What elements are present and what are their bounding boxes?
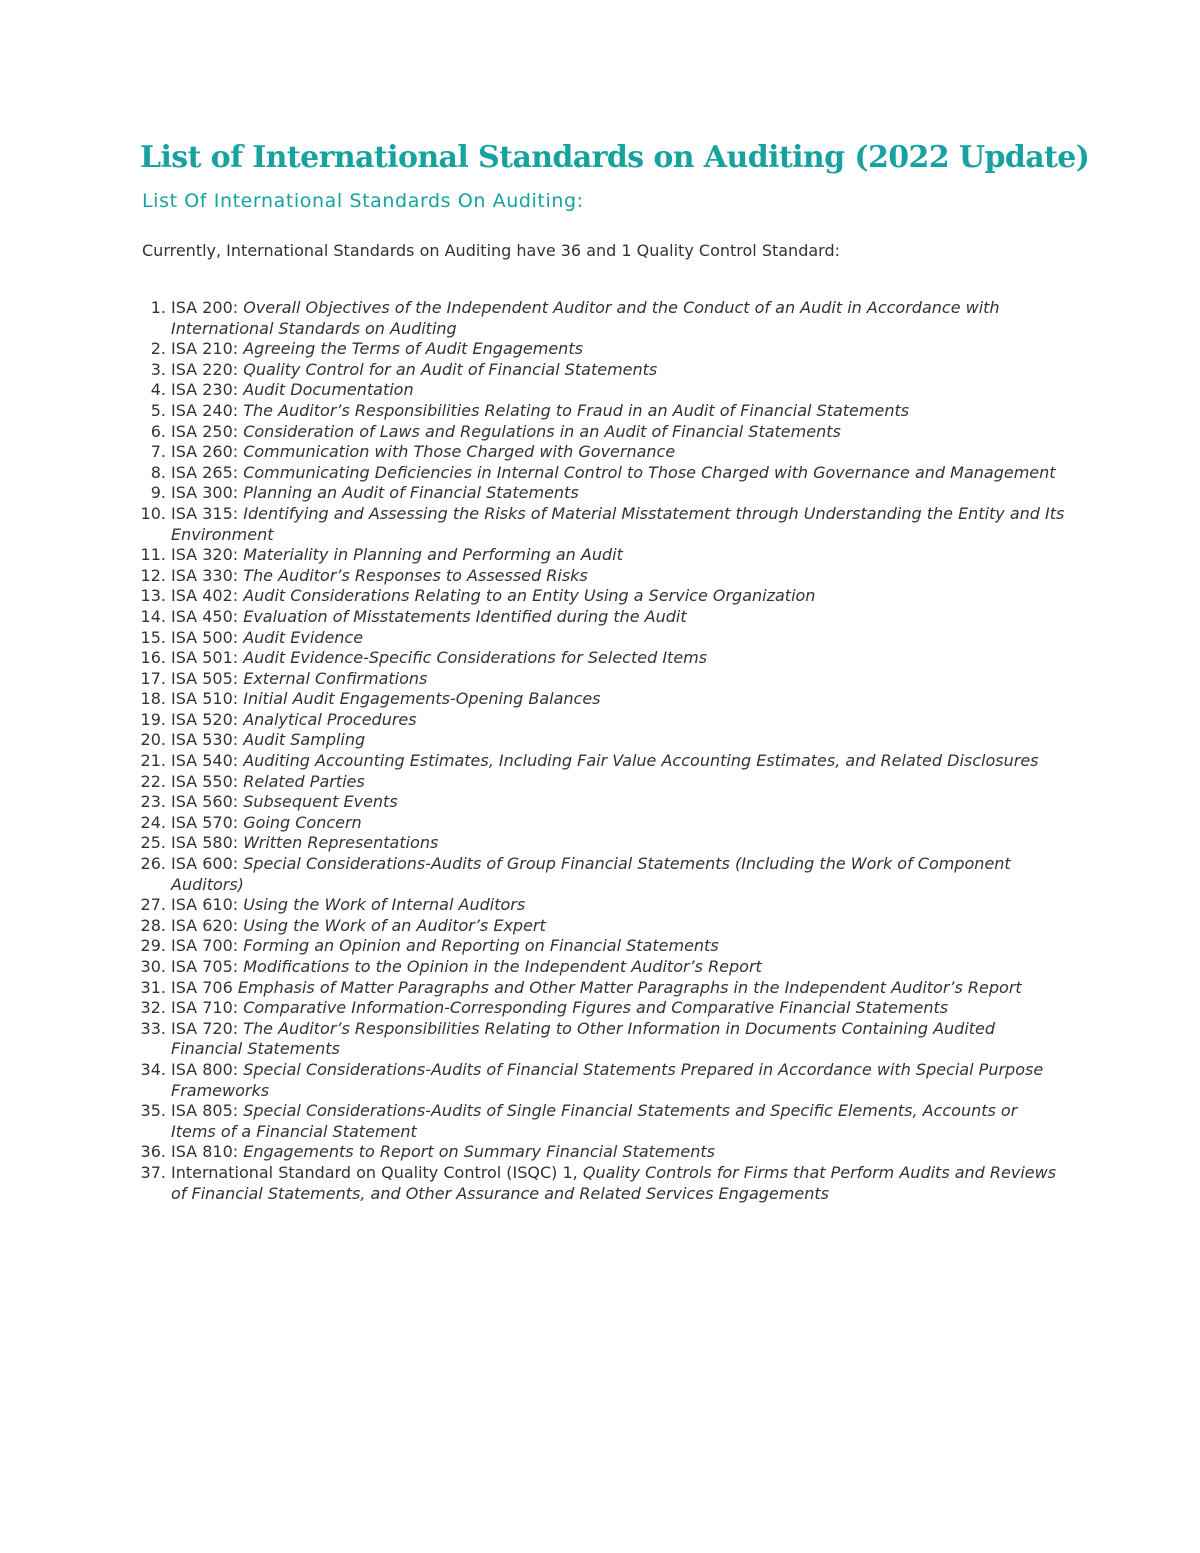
list-item-number: 6.	[150, 421, 166, 441]
standards-list	[130, 298, 1065, 1204]
list-item	[130, 957, 1065, 978]
list-item-number: 32.	[140, 998, 166, 1018]
standard-code: ISA 330:	[171, 565, 244, 585]
standard-title: Quality Control for an Audit of Financial Statements	[243, 359, 658, 379]
standard-code: International Standard on Quality Control (ISQC) 1,	[171, 1162, 583, 1182]
list-item-number: 11.	[140, 545, 166, 565]
list-item	[130, 772, 1065, 793]
standard-title: External Confirmations	[243, 668, 428, 688]
standard-title: Going Concern	[243, 812, 362, 832]
standard-code: ISA 450:	[171, 606, 244, 626]
list-item	[130, 628, 1065, 649]
standard-code: ISA 700:	[171, 936, 244, 956]
list-item-number: 10.	[140, 503, 166, 523]
standard-code: ISA 550:	[171, 771, 244, 791]
standard-title: The Auditor’s Responsibilities Relating to Fraud in an Audit of Financial Statements	[243, 400, 910, 420]
standard-code: ISA 500:	[171, 627, 244, 647]
standard-code: ISA 710:	[171, 998, 244, 1018]
list-item	[130, 730, 1065, 751]
list-item	[130, 751, 1065, 772]
standard-code: ISA 250:	[171, 421, 244, 441]
standard-title: Forming an Opinion and Reporting on Financial Statements	[243, 936, 719, 956]
standard-title: Overall Objectives of the Independent Auditor and the Conduct of an Audit in Accordance with International Standards on Auditing	[171, 298, 1000, 338]
list-item	[130, 669, 1065, 690]
list-item	[130, 360, 1065, 381]
standard-title: Modifications to the Opinion in the Independent Auditor’s Report	[243, 957, 762, 976]
list-item-number: 22.	[140, 771, 166, 791]
list-item	[130, 545, 1065, 566]
list-item-number: 2.	[150, 339, 166, 359]
standard-title: Audit Considerations Relating to an Entity Using a Service Organization	[243, 586, 816, 606]
list-item	[130, 442, 1065, 463]
standard-title: Agreeing the Terms of Audit Engagements	[243, 339, 583, 359]
list-item-number: 19.	[140, 709, 166, 729]
standard-title: Planning an Audit of Financial Statements	[243, 483, 579, 503]
standard-code: ISA 720:	[171, 1018, 244, 1038]
standard-code: ISA 560:	[171, 792, 244, 812]
standard-code: ISA 510:	[171, 689, 244, 709]
list-item	[130, 339, 1065, 360]
standard-title: Identifying and Assessing the Risks of Material Misstatement through Understanding the Entity and Its Environment	[171, 503, 1065, 544]
list-item	[130, 483, 1065, 504]
list-item	[130, 586, 1065, 607]
list-item	[130, 710, 1065, 731]
standard-code: ISA 706	[171, 977, 238, 997]
list-item	[130, 978, 1065, 999]
standard-title: Materiality in Planning and Performing an Audit	[243, 545, 623, 565]
list-item	[130, 998, 1065, 1019]
list-item	[130, 792, 1065, 813]
list-item	[130, 936, 1065, 957]
standard-code: ISA 540:	[171, 751, 244, 771]
list-item	[130, 1142, 1065, 1163]
list-item	[130, 422, 1065, 443]
list-item-number: 29.	[140, 936, 166, 956]
standard-title: Audit Evidence	[243, 627, 364, 647]
list-item-number: 1.	[150, 298, 166, 317]
list-item	[130, 1019, 1065, 1060]
list-item-number: 17.	[140, 668, 166, 688]
standard-code: ISA 265:	[171, 462, 244, 482]
list-item	[130, 1163, 1065, 1204]
standard-code: ISA 300:	[171, 483, 244, 503]
list-item-number: 15.	[140, 627, 166, 647]
list-item-number: 31.	[140, 977, 166, 997]
standard-title: Written Representations	[243, 833, 439, 853]
list-item-number: 14.	[140, 606, 166, 626]
list-item-number: 35.	[140, 1101, 166, 1121]
standard-code: ISA 315:	[171, 503, 244, 523]
standard-code: ISA 402:	[171, 586, 244, 606]
standard-title: Subsequent Events	[243, 792, 398, 812]
standard-code: ISA 600:	[171, 854, 244, 874]
standard-code: ISA 320:	[171, 545, 244, 565]
standard-code: ISA 200:	[171, 298, 244, 317]
list-item-number: 3.	[150, 359, 166, 379]
standard-title: Audit Sampling	[243, 730, 366, 750]
standard-title: Communication with Those Charged with Governance	[243, 442, 676, 462]
list-item-number: 13.	[140, 586, 166, 606]
standard-code: ISA 210:	[171, 339, 244, 359]
list-item	[130, 833, 1065, 854]
list-item	[130, 463, 1065, 484]
document-title: List of International Standards on Auditing (2022 Update)	[140, 140, 1090, 175]
list-item	[130, 689, 1065, 710]
list-item-number: 9.	[150, 483, 166, 503]
standard-title: Quality Controls for Firms that Perform Audits and Reviews of Financial Statements, and Other Assurance and Related Services Engagements	[171, 1162, 1057, 1203]
standard-title: Consideration of Laws and Regulations in an Audit of Financial Statements	[243, 421, 841, 441]
list-item	[130, 1060, 1065, 1101]
list-item-number: 28.	[140, 915, 166, 935]
list-item-number: 18.	[140, 689, 166, 709]
standard-code: ISA 610:	[171, 895, 244, 915]
standard-code: ISA 230:	[171, 380, 244, 400]
list-item	[130, 607, 1065, 628]
list-item-number: 20.	[140, 730, 166, 750]
standard-code: ISA 570:	[171, 812, 244, 832]
standard-title: Special Considerations-Audits of Group Financial Statements (Including the Work of Component Auditors)	[171, 854, 1011, 894]
standard-code: ISA 530:	[171, 730, 244, 750]
intro-paragraph: Currently, International Standards on Auditing have 36 and 1 Quality Control Standard:	[142, 241, 840, 260]
standard-title: Engagements to Report on Summary Financial Statements	[243, 1142, 715, 1162]
standard-title: Analytical Procedures	[243, 709, 417, 729]
standard-title: Audit Evidence-Specific Considerations for Selected Items	[243, 648, 708, 668]
list-item-number: 4.	[150, 380, 166, 400]
standard-code: ISA 260:	[171, 442, 244, 462]
list-item	[130, 504, 1065, 545]
standard-code: ISA 805:	[171, 1101, 244, 1121]
standard-title: Using the Work of an Auditor’s Expert	[243, 915, 546, 935]
standard-code: ISA 220:	[171, 359, 244, 379]
standard-title: Related Parties	[243, 771, 365, 791]
list-item-number: 7.	[150, 442, 166, 462]
list-item-number: 8.	[150, 462, 166, 482]
list-item-number: 33.	[140, 1018, 166, 1038]
standard-title: Initial Audit Engagements-Opening Balances	[243, 689, 601, 709]
list-item	[130, 380, 1065, 401]
standard-title: Special Considerations-Audits of Financial Statements Prepared in Accordance with Special Purpose Frameworks	[171, 1059, 1044, 1100]
list-item-number: 23.	[140, 792, 166, 812]
list-item	[130, 916, 1065, 937]
list-item	[130, 648, 1065, 669]
section-heading: List Of International Standards On Auditing:	[142, 190, 584, 212]
standard-title: Auditing Accounting Estimates, Including Fair Value Accounting Estimates, and Related Disclosures	[243, 751, 1039, 771]
list-item-number: 37.	[140, 1162, 166, 1182]
standard-title: The Auditor’s Responsibilities Relating to Other Information in Documents Containing Audited Financial Statements	[171, 1018, 996, 1059]
list-item-number: 25.	[140, 833, 166, 853]
list-item-number: 21.	[140, 751, 166, 771]
standard-title: Evaluation of Misstatements Identified during the Audit	[243, 606, 687, 626]
list-item-number: 34.	[140, 1059, 166, 1079]
list-item-number: 36.	[140, 1142, 166, 1162]
standard-code: ISA 501:	[171, 648, 244, 668]
standard-code: ISA 810:	[171, 1142, 244, 1162]
standard-title: Emphasis of Matter Paragraphs and Other Matter Paragraphs in the Independent Auditor’s Report	[237, 977, 1022, 997]
standard-code: ISA 240:	[171, 400, 244, 420]
list-item	[130, 813, 1065, 834]
list-item	[130, 854, 1065, 895]
list-item	[130, 401, 1065, 422]
standard-code: ISA 800:	[171, 1059, 244, 1079]
standard-code: ISA 580:	[171, 833, 244, 853]
list-item	[130, 895, 1065, 916]
standard-title: Using the Work of Internal Auditors	[243, 895, 526, 915]
list-item-number: 5.	[150, 400, 166, 420]
list-item-number: 12.	[140, 565, 166, 585]
standard-title: The Auditor’s Responses to Assessed Risks	[243, 565, 588, 585]
list-item	[130, 1101, 1065, 1142]
list-item-number: 27.	[140, 895, 166, 915]
list-item-number: 24.	[140, 812, 166, 832]
list-item-number: 26.	[140, 854, 166, 874]
list-item	[130, 566, 1065, 587]
standard-title: Comparative Information-Corresponding Figures and Comparative Financial Statements	[243, 998, 949, 1018]
standard-title: Audit Documentation	[243, 380, 414, 400]
standard-title: Communicating Deficiencies in Internal Control to Those Charged with Governance and Management	[243, 462, 1056, 482]
standard-code: ISA 620:	[171, 915, 244, 935]
standard-code: ISA 705:	[171, 957, 244, 976]
standard-code: ISA 505:	[171, 668, 244, 688]
list-item-number: 16.	[140, 648, 166, 668]
standard-title: Special Considerations-Audits of Single Financial Statements and Specific Elements, Accounts or Items of a Financial Statement	[171, 1101, 1018, 1141]
list-item-number: 30.	[140, 957, 166, 976]
standard-code: ISA 520:	[171, 709, 244, 729]
list-item	[130, 298, 1065, 339]
